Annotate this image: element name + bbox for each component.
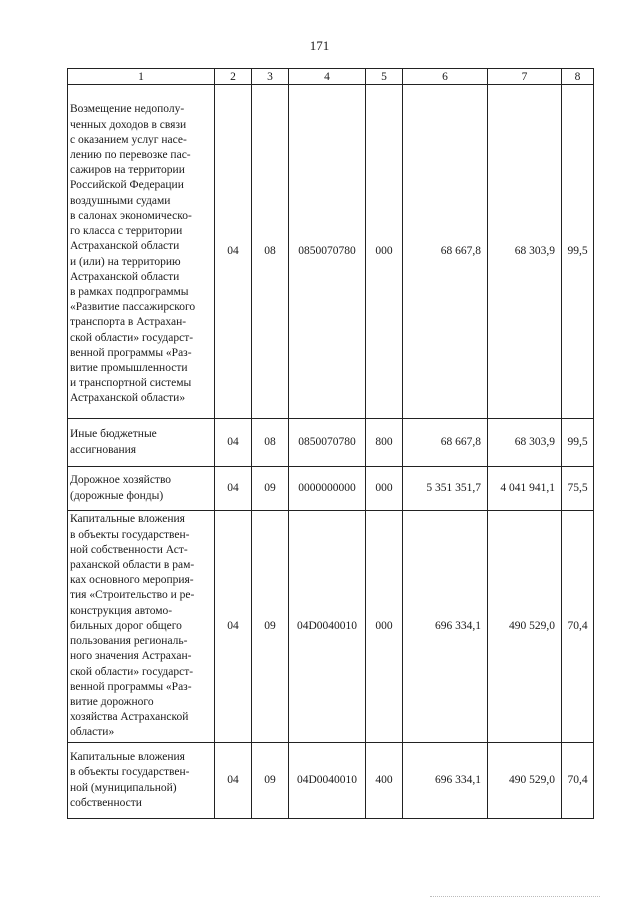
row-expense-type: 000 (366, 85, 403, 419)
row-target-code: 04D0040010 (289, 511, 366, 743)
row-planned: 68 667,8 (403, 419, 488, 467)
row-target-code: 04D0040010 (289, 743, 366, 819)
page-number: 171 (309, 38, 330, 53)
row-percent: 70,4 (562, 511, 594, 743)
header-row (68, 69, 594, 85)
header-col-7: 7 (488, 69, 562, 85)
table-row (68, 511, 594, 743)
row-subsection: 09 (252, 743, 289, 819)
row-target-code: 0000000000 (289, 467, 366, 511)
row-expense-type: 800 (366, 419, 403, 467)
row-target-code: 0850070780 (289, 85, 366, 419)
row-executed: 68 303,9 (488, 419, 562, 467)
row-section: 04 (215, 511, 252, 743)
row-target-code: 0850070780 (289, 419, 366, 467)
table-row (68, 419, 594, 467)
row-section: 04 (215, 743, 252, 819)
row-planned: 696 334,1 (403, 743, 488, 819)
table-row (68, 85, 594, 419)
row-planned: 68 667,8 (403, 85, 488, 419)
row-section: 04 (215, 467, 252, 511)
header-col-5: 5 (366, 69, 403, 85)
row-subsection: 09 (252, 467, 289, 511)
table-row (68, 467, 594, 511)
row-expense-type: 000 (366, 467, 403, 511)
header-col-1: 1 (68, 69, 215, 85)
row-executed: 490 529,0 (488, 743, 562, 819)
row-subsection: 08 (252, 419, 289, 467)
row-name: Дорожное хозяйство (дорожные фонды) (68, 467, 215, 511)
table-row (68, 743, 594, 819)
row-percent: 99,5 (562, 419, 594, 467)
row-section: 04 (215, 419, 252, 467)
header-col-6: 6 (403, 69, 488, 85)
row-percent: 99,5 (562, 85, 594, 419)
row-planned: 5 351 351,7 (403, 467, 488, 511)
header-col-3: 3 (252, 69, 289, 85)
row-planned: 696 334,1 (403, 511, 488, 743)
row-expense-type: 000 (366, 511, 403, 743)
row-name: Возмещение недополу- ченных доходов в связи с оказанием услуг насе- лению по перевозке пас- сажиров на территории Российской Федерации воздушными судами в салонах экономическо- го класса с территории Астраханской области и (или) на территорию Астраханской области в рамках подпрограммы «Развитие пассажирского транспорта в Астрахан- ской области» государст- венной программы «Раз- витие промышленности и транспортной системы Астраханской области» (68, 85, 215, 419)
row-subsection: 08 (252, 85, 289, 419)
budget-table (67, 68, 594, 819)
row-name: Капитальные вложения в объекты государствен- ной собственности Аст- раханской области в рам- ках основного мероприя- тия «Строительство и ре- конструкция автомо- бильных дорог общего пользования региональ- ного значения Астрахан- ской области» государст- венной программы «Раз- витие дорожного хозяйства Астраханской области» (68, 511, 215, 743)
row-section: 04 (215, 85, 252, 419)
row-name: Капитальные вложения в объекты государствен- ной (муниципальной) собственности (68, 743, 215, 819)
row-executed: 68 303,9 (488, 85, 562, 419)
row-expense-type: 400 (366, 743, 403, 819)
row-percent: 75,5 (562, 467, 594, 511)
header-col-8: 8 (562, 69, 594, 85)
row-subsection: 09 (252, 511, 289, 743)
header-col-2: 2 (215, 69, 252, 85)
header-col-4: 4 (289, 69, 366, 85)
row-executed: 490 529,0 (488, 511, 562, 743)
row-name: Иные бюджетные ассигнования (68, 419, 215, 467)
row-percent: 70,4 (562, 743, 594, 819)
footer-divider (430, 896, 600, 897)
row-executed: 4 041 941,1 (488, 467, 562, 511)
